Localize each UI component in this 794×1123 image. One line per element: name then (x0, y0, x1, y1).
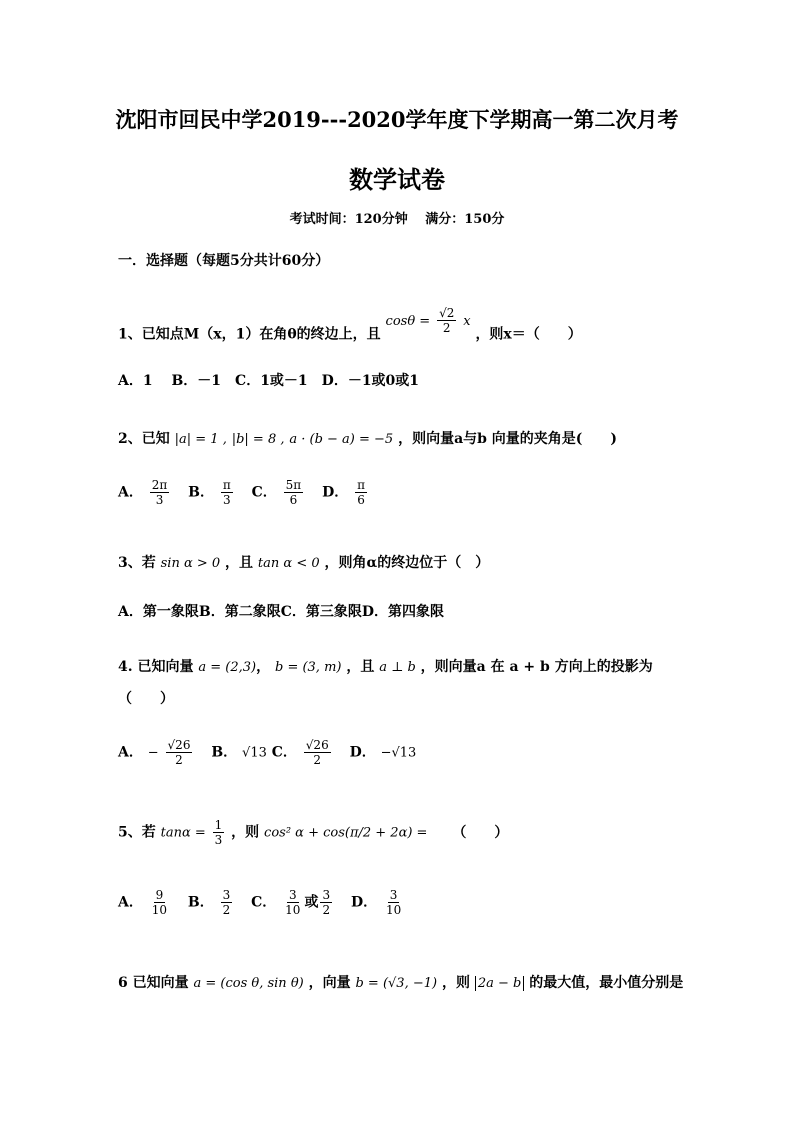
q4-prefix: 4. 已知向量 (118, 659, 194, 675)
q4-opt-d-val: −√13 (380, 745, 417, 761)
q2-opt-d-num: π (357, 478, 365, 492)
q2-opt-d-label: D． (322, 484, 349, 501)
q5-opt-d (384, 888, 403, 917)
q4-opt-c-num: √26 (305, 738, 329, 752)
q1-fraction (437, 306, 456, 335)
q5-expr: cos² α + cos(π/2 + 2α) = (264, 825, 428, 841)
q2-opt-c (284, 478, 304, 507)
q4-opt-b-val: √13 (242, 745, 267, 761)
q5-opt-b-num: 3 (222, 888, 231, 902)
q2-opt-c-num: 5π (285, 478, 302, 492)
q4-vec-a: a = (2,3) (198, 660, 257, 675)
q5-opt-c1 (283, 888, 302, 917)
q2-opt-b-den: 3 (223, 493, 231, 507)
q5-suffix: （ ） (452, 824, 509, 841)
q5-opt-b-label: B． (187, 894, 214, 911)
q2-opt-a-label: A． (118, 484, 143, 501)
question-3 (118, 552, 489, 572)
q4-options (118, 738, 416, 767)
q5-opt-c-or: 或 (304, 894, 319, 911)
q3-cond1: sin α > 0 (160, 556, 221, 571)
q4-suffix: ，则向量a 在 a + b 方向上的投影为 (420, 659, 653, 675)
q2-opt-d (355, 478, 367, 507)
q5-mid: ，则 (231, 824, 260, 841)
exam-title: 沈阳市回民中学2019---2020学年度下学期高一第二次月考 (115, 107, 679, 132)
q2-cond3: a · (b − a) = −5 (289, 432, 394, 447)
question-2 (118, 428, 617, 448)
q4-opt-a-sign: − (147, 745, 159, 761)
q1-formula-var: x (463, 313, 471, 329)
q2-opt-c-label: C． (251, 484, 277, 501)
q4-perp: a ⊥ b (379, 660, 416, 675)
question-4: 4. 已知向量 a = (2,3)， b = (3, m) ，且 a ⊥ b ，则向量a 在 a + b 方向上的投影为 (118, 659, 653, 675)
q3-cond2: tan α < 0 (257, 556, 320, 571)
q4-opt-a-den: 2 (175, 753, 183, 767)
q5-opt-c-den2: 2 (322, 903, 331, 917)
exam-info: 考试时间：120分钟 满分：150分 (289, 212, 505, 227)
q3-options: A．第一象限B．第二象限C．第三象限D．第四象限 (118, 604, 444, 620)
q6-mid2: ，则 (441, 975, 470, 991)
q4-opt-b-label: B． (211, 744, 238, 761)
q5-cond-num: 1 (214, 818, 223, 832)
q4-opt-c (304, 738, 331, 767)
q6-vec-a: a = (cos θ, sin θ) (193, 976, 304, 991)
q2-opt-d-den: 6 (357, 493, 365, 507)
q5-opt-d-num: 3 (389, 888, 398, 902)
q6-mid: ，向量 (308, 975, 351, 991)
q5-opt-c-num2: 3 (322, 888, 331, 902)
q5-opt-a-num: 9 (155, 888, 164, 902)
q4-opt-d-label: D． (349, 744, 376, 761)
question-6 (118, 972, 683, 992)
q2-suffix: ，则向量a与b 向量的夹角是( ) (398, 431, 618, 447)
q2-options (118, 478, 369, 507)
q5-cond-den: 3 (214, 833, 223, 847)
q5-opt-d-label: D． (350, 894, 378, 911)
section-heading: 一．选择题（每题5分共计60分） (118, 253, 330, 269)
q4-opt-a-num: √26 (167, 738, 191, 752)
q1-prefix: 1、已知点M（x，1）在角θ的终边上，且 (118, 326, 381, 343)
question-1 (118, 306, 582, 349)
q5-opt-b-den: 2 (222, 903, 231, 917)
q2-prefix: 2、已知 (118, 431, 170, 447)
q2-opt-a-num: 2π (151, 478, 168, 492)
q6-expr: 2a − b (475, 976, 525, 991)
q3-suffix: ，则角α的终边位于（ ） (324, 555, 490, 571)
q5-opt-c-den1: 10 (285, 903, 301, 917)
q4-blank: （ ） (118, 691, 174, 707)
q1-frac-num: √2 (439, 306, 455, 320)
q2-cond2: |b| = 8 , (231, 432, 285, 447)
q6-prefix: 6 已知向量 (118, 975, 189, 991)
q5-prefix: 5、若 (118, 824, 156, 841)
q4-vec-b: b = (3, m) (274, 660, 342, 675)
q2-opt-a (150, 478, 170, 507)
q5-opt-b (221, 888, 233, 917)
question-5 (118, 818, 508, 847)
q5-opt-c2 (320, 888, 332, 917)
q3-prefix: 3、若 (118, 555, 156, 571)
q1-options: A．1 B．－1 C．1或－1 D．－1或0或1 (118, 373, 420, 389)
q5-opt-a-label: A． (118, 894, 143, 911)
q5-opt-a (150, 888, 169, 917)
q5-cond-lhs: tanα = (160, 825, 206, 841)
q5-opt-d-den: 10 (385, 903, 402, 917)
q5-opt-c-num1: 3 (288, 888, 297, 902)
q4-opt-c-den: 2 (313, 753, 322, 767)
q3-mid: ，且 (225, 555, 254, 571)
q4-opt-a (166, 738, 193, 767)
q2-opt-c-den: 6 (289, 493, 298, 507)
q1-formula-lhs: cosθ = (385, 313, 431, 329)
q5-opt-a-den: 10 (151, 903, 168, 917)
q2-opt-b-label: B． (188, 484, 214, 501)
q6-vec-b: b = (√3, −1) (355, 976, 438, 991)
q5-cond-frac (213, 818, 225, 847)
q5-opt-c-label: C． (251, 894, 277, 911)
q4-opt-c-label: C． (271, 744, 297, 761)
q1-suffix: ，则x＝（ ） (475, 326, 582, 343)
q4-opt-a-label: A． (118, 744, 143, 761)
q1-frac-den: 2 (442, 321, 451, 335)
q2-opt-b-num: π (222, 478, 231, 492)
q2-opt-b (221, 478, 233, 507)
q6-suffix: 的最大值，最小值分别是 (529, 975, 684, 991)
q5-options (118, 888, 405, 917)
q2-opt-a-den: 3 (155, 493, 164, 507)
q4-mid: ，且 (346, 659, 375, 675)
q2-cond1: |a| = 1 , (174, 432, 227, 447)
subject-title: 数学试卷 (349, 165, 445, 194)
